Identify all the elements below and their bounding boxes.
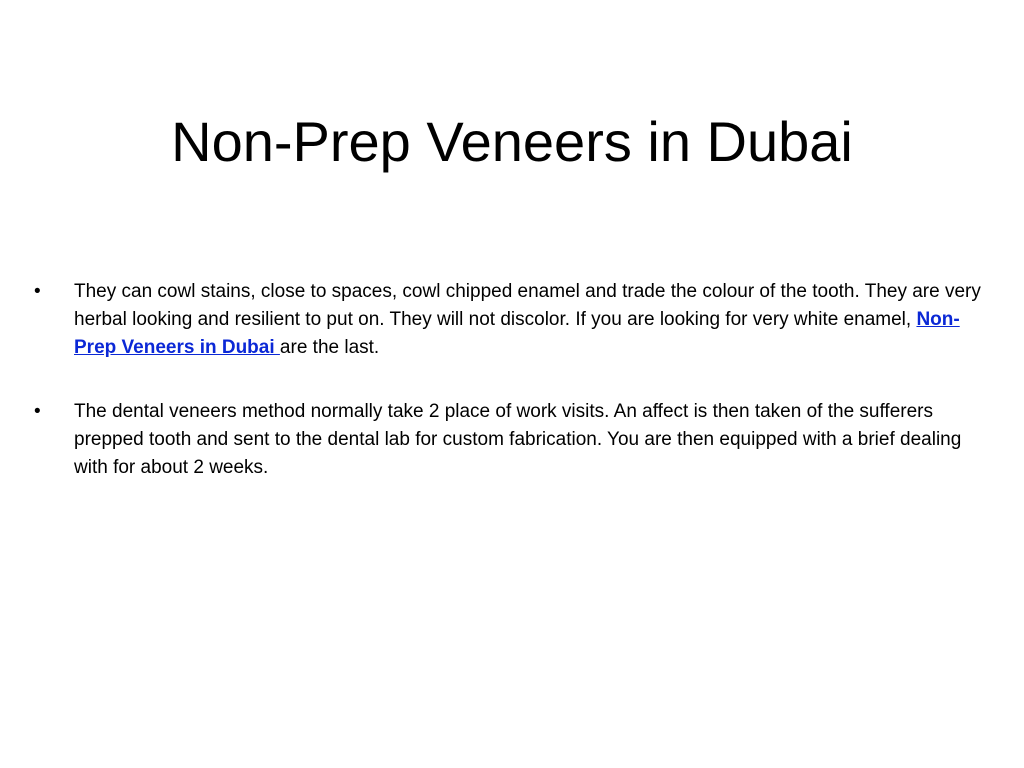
bullet-dot-icon: • [34, 281, 41, 302]
non-prep-veneers-link[interactable]: Non-Prep Veneers in Dubai [74, 309, 960, 358]
bullet-1-text-before: They can cowl stains, close to spaces, cowl chipped enamel and trade the colour of the tooth. They are very herbal looking and resilient to put on. They will not discolor. If you are looking for very white enamel, [74, 281, 981, 330]
bullet-2-text: The dental veneers method normally take 2 place of work visits. An affect is then taken of the sufferers prepped tooth and sent to the dental lab for custom fabrication. You are then equipped with a brief dealing with for about 2 weeks. [74, 401, 962, 478]
bullet-list [34, 278, 994, 518]
bullet-dot-icon: • [34, 401, 41, 422]
bullet-item-2 [34, 398, 994, 482]
bullet-1-text-after: are the last. [279, 337, 380, 358]
bullet-item-1 [34, 278, 994, 362]
slide-title: Non-Prep Veneers in Dubai [171, 110, 853, 173]
